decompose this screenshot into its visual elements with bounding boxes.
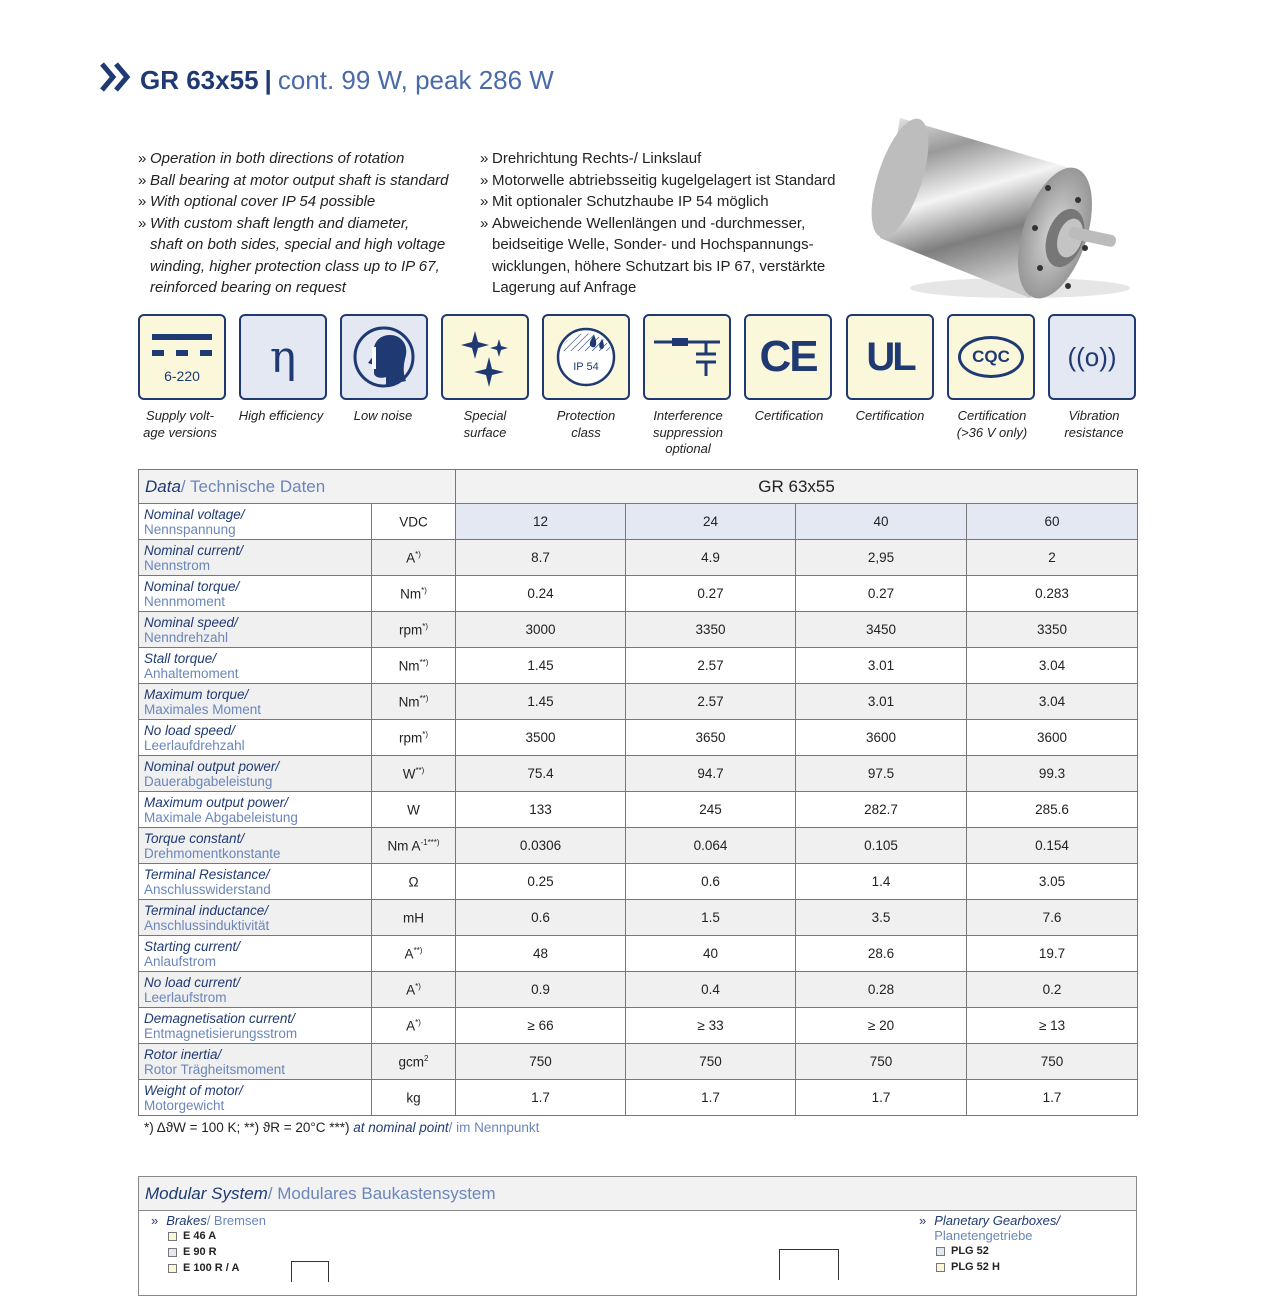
feature-label: Certification (>36 V only) bbox=[956, 408, 1028, 440]
model-name: GR 63x55 bbox=[140, 64, 259, 95]
table-row bbox=[139, 648, 1138, 684]
feature-label: Interference suppression optional bbox=[652, 408, 724, 456]
table-cell: 7.6 bbox=[967, 900, 1138, 936]
row-label: Nominal speed/ Nenndrehzahl bbox=[139, 612, 372, 648]
feature-label: High efficiency bbox=[238, 408, 324, 423]
table-cell: 750 bbox=[796, 1044, 967, 1080]
table-cell: 1.45 bbox=[456, 684, 626, 720]
row-label: Nominal voltage/ Nennspannung bbox=[139, 504, 372, 540]
model-header: GR 63x55 bbox=[456, 470, 1138, 504]
special-surface-icon bbox=[441, 314, 529, 400]
table-row bbox=[139, 900, 1138, 936]
double-chevron-icon bbox=[100, 62, 132, 99]
table-cell: 245 bbox=[626, 792, 796, 828]
table-cell: 0.6 bbox=[626, 864, 796, 900]
brakes-section: » Brakes/ Bremsen E 46 A E 90 R E 100 R / A bbox=[151, 1213, 266, 1274]
table-cell: 28.6 bbox=[796, 936, 967, 972]
table-cell: 0.28 bbox=[796, 972, 967, 1008]
technical-data-table bbox=[138, 469, 1138, 1116]
feature-label: Supply volt- age versions bbox=[143, 408, 217, 440]
table-row bbox=[139, 756, 1138, 792]
table-row bbox=[139, 864, 1138, 900]
feature-label: Certification bbox=[754, 408, 824, 423]
table-cell: 3600 bbox=[796, 720, 967, 756]
table-cell: 133 bbox=[456, 792, 626, 828]
row-label: No load current/ Leerlaufstrom bbox=[139, 972, 372, 1008]
checkbox-icon bbox=[936, 1263, 945, 1272]
row-label: Nominal torque/ Nennmoment bbox=[139, 576, 372, 612]
row-unit: Nm**) bbox=[372, 684, 456, 720]
table-cell: ≥ 13 bbox=[967, 1008, 1138, 1044]
interference-suppression-icon bbox=[643, 314, 731, 400]
row-unit: A*) bbox=[372, 972, 456, 1008]
table-title: Data/ Technische Daten bbox=[139, 470, 456, 504]
row-unit: A*) bbox=[372, 1008, 456, 1044]
table-cell: 3.04 bbox=[967, 648, 1138, 684]
table-row bbox=[139, 540, 1138, 576]
row-unit: A*) bbox=[372, 540, 456, 576]
table-cell: 0.9 bbox=[456, 972, 626, 1008]
table-row bbox=[139, 1008, 1138, 1044]
table-row bbox=[139, 612, 1138, 648]
page-title bbox=[100, 62, 554, 98]
row-unit: mH bbox=[372, 900, 456, 936]
table-cell: 60 bbox=[967, 504, 1138, 540]
row-label: Stall torque/ Anhaltemoment bbox=[139, 648, 372, 684]
table-row bbox=[139, 720, 1138, 756]
table-row bbox=[139, 828, 1138, 864]
svg-text:IP 54: IP 54 bbox=[573, 361, 599, 373]
feature-label: Special surface bbox=[463, 408, 507, 440]
row-label: Starting current/ Anlaufstrom bbox=[139, 936, 372, 972]
table-cell: 0.283 bbox=[967, 576, 1138, 612]
gearbox-option[interactable]: PLG 52 bbox=[936, 1243, 1060, 1259]
vibration-resistance-icon: ((o)) bbox=[1048, 314, 1136, 400]
table-cell: 3450 bbox=[796, 612, 967, 648]
row-unit: kg bbox=[372, 1080, 456, 1116]
row-unit: W bbox=[372, 792, 456, 828]
table-cell: 3650 bbox=[626, 720, 796, 756]
row-unit: Ω bbox=[372, 864, 456, 900]
row-unit: W**) bbox=[372, 756, 456, 792]
gearbox-drawing bbox=[779, 1249, 839, 1280]
row-label: Nominal current/ Nennstrom bbox=[139, 540, 372, 576]
table-cell: 3.05 bbox=[967, 864, 1138, 900]
table-cell: 19.7 bbox=[967, 936, 1138, 972]
table-row bbox=[139, 1044, 1138, 1080]
features-german: » Drehrichtung Rechts-/ Linkslauf » Motorwelle abtriebsseitig kugelgelagert ist Standard » Mit optionaler Schutzhaube IP 54 möglich » Abweichende Wellenlängen und -durchmesser, beidseitige Welle, Sonder- und Hochspannungs- wicklungen, höhere Schutzart bis IP 67, verstärkte Lagerung auf Anfrage bbox=[480, 150, 836, 296]
table-cell: 3.01 bbox=[796, 648, 967, 684]
footnote: *) ΔϑW = 100 K; **) ϑR = 20°C ***) at nominal point/ im Nennpunkt bbox=[144, 1120, 540, 1135]
row-unit: rpm*) bbox=[372, 612, 456, 648]
row-label: No load speed/ Leerlaufdrehzahl bbox=[139, 720, 372, 756]
row-label: Maximum output power/ Maximale Abgabeleistung bbox=[139, 792, 372, 828]
row-unit: A**) bbox=[372, 936, 456, 972]
feature-label: Vibration resistance bbox=[1064, 408, 1124, 440]
table-cell: ≥ 20 bbox=[796, 1008, 967, 1044]
feature-label: Protection class bbox=[556, 408, 616, 440]
table-cell: 0.154 bbox=[967, 828, 1138, 864]
table-cell: ≥ 66 bbox=[456, 1008, 626, 1044]
protection-class-icon bbox=[542, 314, 630, 400]
brake-drawing bbox=[291, 1261, 329, 1282]
table-cell: 1.7 bbox=[456, 1080, 626, 1116]
low-noise-icon bbox=[340, 314, 428, 400]
table-cell: 2.57 bbox=[626, 648, 796, 684]
table-cell: 75.4 bbox=[456, 756, 626, 792]
table-cell: 24 bbox=[626, 504, 796, 540]
table-cell: 94.7 bbox=[626, 756, 796, 792]
table-cell: 0.27 bbox=[796, 576, 967, 612]
table-cell: 285.6 bbox=[967, 792, 1138, 828]
row-unit: Nm**) bbox=[372, 648, 456, 684]
table-cell: 8.7 bbox=[456, 540, 626, 576]
table-cell: 0.105 bbox=[796, 828, 967, 864]
table-cell: 3.5 bbox=[796, 900, 967, 936]
table-cell: 750 bbox=[626, 1044, 796, 1080]
brake-option[interactable]: E 100 R / A bbox=[168, 1260, 266, 1276]
table-cell: 3350 bbox=[967, 612, 1138, 648]
table-cell: 1.5 bbox=[626, 900, 796, 936]
cqc-certification-icon: CQC bbox=[947, 314, 1035, 400]
checkbox-icon bbox=[168, 1232, 177, 1241]
table-cell: 0.27 bbox=[626, 576, 796, 612]
table-cell: 12 bbox=[456, 504, 626, 540]
table-row bbox=[139, 972, 1138, 1008]
table-cell: 750 bbox=[456, 1044, 626, 1080]
checkbox-icon bbox=[936, 1247, 945, 1256]
row-unit: VDC bbox=[372, 504, 456, 540]
row-label: Demagnetisation current/ Entmagnetisierungsstrom bbox=[139, 1008, 372, 1044]
brake-option[interactable]: E 46 A bbox=[168, 1228, 266, 1244]
table-cell: 97.5 bbox=[796, 756, 967, 792]
table-cell: 0.0306 bbox=[456, 828, 626, 864]
table-cell: 3.04 bbox=[967, 684, 1138, 720]
table-cell: 3350 bbox=[626, 612, 796, 648]
table-cell: 282.7 bbox=[796, 792, 967, 828]
table-cell: 2,95 bbox=[796, 540, 967, 576]
row-label: Torque constant/ Drehmomentkonstante bbox=[139, 828, 372, 864]
row-label: Rotor inertia/ Rotor Trägheitsmoment bbox=[139, 1044, 372, 1080]
table-cell: 0.25 bbox=[456, 864, 626, 900]
table-cell: 1.4 bbox=[796, 864, 967, 900]
title-separator: | bbox=[264, 64, 272, 95]
row-label: Nominal output power/ Dauerabgabeleistung bbox=[139, 756, 372, 792]
table-cell: 0.6 bbox=[456, 900, 626, 936]
table-cell: 4.9 bbox=[626, 540, 796, 576]
table-cell: 2.57 bbox=[626, 684, 796, 720]
table-row bbox=[139, 792, 1138, 828]
table-header-row bbox=[139, 470, 1138, 504]
table-cell: 3000 bbox=[456, 612, 626, 648]
row-label: Maximum torque/ Maximales Moment bbox=[139, 684, 372, 720]
table-cell: 1.7 bbox=[626, 1080, 796, 1116]
row-label: Weight of motor/ Motorgewicht bbox=[139, 1080, 372, 1116]
table-cell: 3500 bbox=[456, 720, 626, 756]
gearbox-option[interactable]: PLG 52 H bbox=[936, 1259, 1060, 1275]
feature-label: Low noise bbox=[353, 408, 413, 423]
row-unit: rpm*) bbox=[372, 720, 456, 756]
brake-option[interactable]: E 90 R bbox=[168, 1244, 266, 1260]
row-label: Terminal Resistance/ Anschlusswiderstand bbox=[139, 864, 372, 900]
table-row bbox=[139, 576, 1138, 612]
table-cell: 3600 bbox=[967, 720, 1138, 756]
table-cell: 1.7 bbox=[967, 1080, 1138, 1116]
table-cell: 99.3 bbox=[967, 756, 1138, 792]
table-cell: ≥ 33 bbox=[626, 1008, 796, 1044]
table-cell: 40 bbox=[796, 504, 967, 540]
ce-certification-icon: CE bbox=[744, 314, 832, 400]
supply-voltage-icon: 6-220 bbox=[138, 314, 226, 400]
table-cell: 0.4 bbox=[626, 972, 796, 1008]
power-spec: cont. 99 W, peak 286 W bbox=[277, 64, 554, 95]
table-cell: 0.064 bbox=[626, 828, 796, 864]
table-row bbox=[139, 684, 1138, 720]
table-row bbox=[139, 1080, 1138, 1116]
table-row bbox=[139, 936, 1138, 972]
table-row bbox=[139, 504, 1138, 540]
table-cell: 1.7 bbox=[796, 1080, 967, 1116]
motor-image bbox=[870, 108, 1150, 313]
modular-system-box bbox=[138, 1176, 1137, 1296]
table-cell: 2 bbox=[967, 540, 1138, 576]
gearbox-section: » Planetary Gearboxes/ Planetengetriebe PLG 52 PLG 52 H bbox=[919, 1213, 1060, 1273]
row-unit: gcm$^2$ bbox=[372, 1044, 456, 1080]
feature-label: Certification bbox=[855, 408, 925, 423]
row-unit: Nm*) bbox=[372, 576, 456, 612]
checkbox-icon bbox=[168, 1264, 177, 1273]
table-cell: 0.2 bbox=[967, 972, 1138, 1008]
row-label: Terminal inductance/ Anschlussinduktivität bbox=[139, 900, 372, 936]
table-cell: 40 bbox=[626, 936, 796, 972]
ul-certification-icon: UL bbox=[846, 314, 934, 400]
efficiency-icon: η bbox=[239, 314, 327, 400]
modular-system-header: Modular System/ Modulares Baukastensystem bbox=[139, 1177, 1136, 1211]
table-cell: 48 bbox=[456, 936, 626, 972]
row-unit: Nm $A^{-1***)}$ bbox=[372, 828, 456, 864]
features-english: » Operation in both directions of rotation » Ball bearing at motor output shaft is standard » With optional cover IP 54 possible » With custom shaft length and diameter, shaft on both sides, special and high voltage winding, higher protection class up to IP 67, reinforced bearing on request bbox=[138, 150, 449, 296]
checkbox-icon bbox=[168, 1248, 177, 1257]
table-cell: 1.45 bbox=[456, 648, 626, 684]
table-cell: 0.24 bbox=[456, 576, 626, 612]
table-cell: 750 bbox=[967, 1044, 1138, 1080]
table-cell: 3.01 bbox=[796, 684, 967, 720]
